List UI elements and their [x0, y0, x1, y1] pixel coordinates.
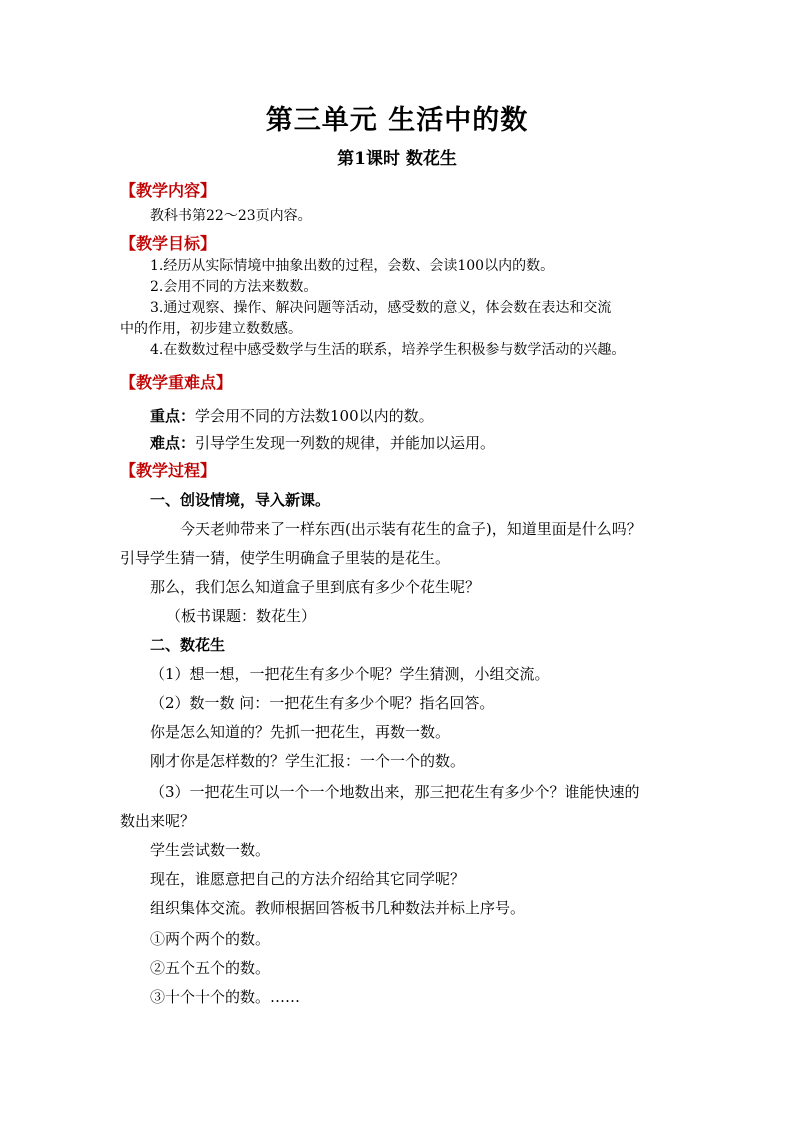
- goal-item: 2.会用不同的方法来数数。: [150, 279, 318, 295]
- paragraph: （1）想一想，一把花生有多少个呢？学生猜测，小组交流。: [150, 665, 550, 683]
- paragraph: 刚才你是怎样数的？学生汇报：一个一个的数。: [150, 752, 466, 770]
- focus-label: 重点：: [150, 407, 196, 425]
- paragraph: 组织集体交流。教师根据回答板书几种数法并标上序号。: [150, 899, 526, 917]
- focus-text: 学会用不同的方法数100以内的数。: [195, 407, 434, 425]
- paragraph: 那么，我们怎么知道盒子里到底有多少个花生呢？: [150, 578, 481, 596]
- goal-item: 1.经历从实际情境中抽象出数的过程，会数、会读100以内的数。: [150, 258, 555, 274]
- paragraph: 你是怎么知道的？先抓一把花生，再数一数。: [150, 723, 451, 741]
- goal-item: 4.在数数过程中感受数学与生活的联系，培养学生积极参与数学活动的兴趣。: [150, 342, 626, 358]
- section-teaching-goals: 【教学目标】: [120, 234, 217, 253]
- paragraph: （3）一把花生可以一个一个地数出来，那三把花生有多少个？谁能快速的: [150, 783, 640, 801]
- paragraph: 现在，谁愿意把自己的方法介绍给其它同学呢？: [150, 870, 466, 888]
- section-key-points: 【教学重难点】: [120, 373, 233, 392]
- paragraph: 数出来呢？: [120, 812, 196, 830]
- list-item: ②五个五个的数。: [150, 959, 271, 977]
- list-item: ③十个十个的数。……: [150, 988, 301, 1006]
- paragraph: （板书课题：数花生）: [166, 607, 317, 625]
- section-teaching-content: 【教学内容】: [120, 181, 217, 200]
- content-text: 教科书第22～23页内容。: [150, 208, 312, 224]
- part1-title: 一、创设情境，导入新课。: [150, 491, 331, 509]
- paragraph: 引导学生猜一猜，使学生明确盒子里装的是花生。: [120, 549, 451, 567]
- paragraph: （2）数一数 问：一把花生有多少个呢？指名回答。: [150, 694, 495, 712]
- lesson-title: 第1课时 数花生: [337, 149, 457, 169]
- section-teaching-process: 【教学过程】: [120, 461, 217, 480]
- difficulty-label: 难点：: [150, 434, 196, 452]
- part2-title: 二、数花生: [150, 636, 226, 654]
- goal-item: 3.通过观察、操作、解决问题等活动，感受数的意义，体会数在表达和交流: [150, 300, 612, 316]
- key-focus: [150, 406, 434, 426]
- key-difficulty: [150, 433, 495, 453]
- list-item: ①两个两个的数。: [150, 930, 271, 948]
- paragraph: 今天老帅带来了一样东西(出示装有花生的盒子)，知道里面是什么吗？: [180, 520, 642, 538]
- goal-item: 中的作用，初步建立数数感。: [120, 321, 302, 337]
- unit-title: 第三单元 生活中的数: [265, 105, 529, 136]
- paragraph: 学生尝试数一数。: [150, 841, 271, 859]
- difficulty-text: 引导学生发现一列数的规律，并能加以运用。: [195, 434, 496, 452]
